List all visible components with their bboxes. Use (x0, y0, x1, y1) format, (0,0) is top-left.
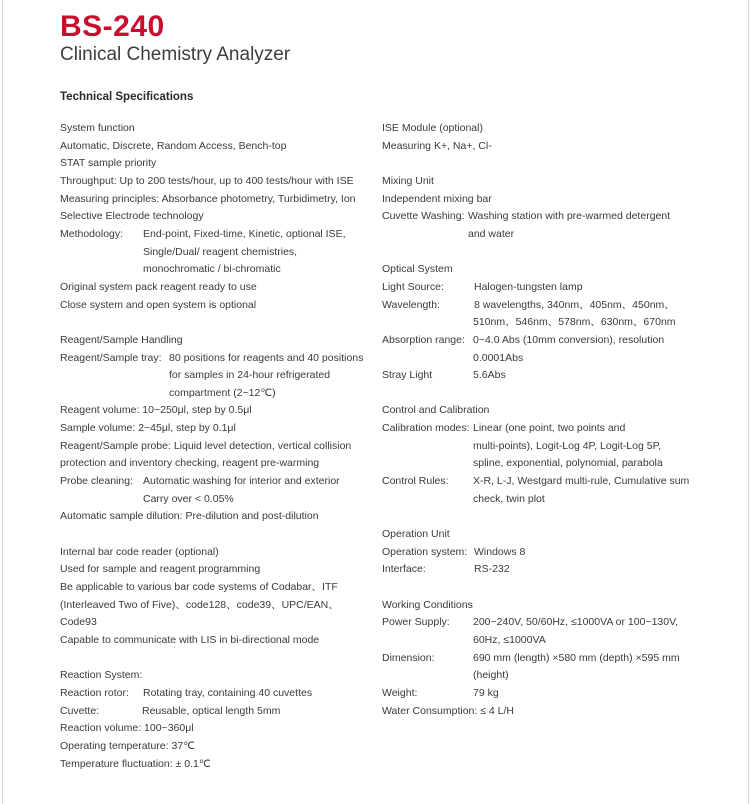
spec-value: spline, exponential, polynomial, parabola (473, 457, 663, 470)
spec-value: for samples in 24-hour refrigerated (169, 369, 331, 382)
spec-control-rules (382, 473, 722, 491)
spec-value: 79 kg (473, 686, 499, 699)
spec-value: X-R, L-J, Westgard multi-rule, Cumulative sum (473, 475, 690, 488)
section-title-working-conditions: Working Conditions (382, 598, 473, 611)
spec-water-consumption: Water Consumption: ≤ 4 L/H (382, 704, 515, 717)
section-title-ise-module: ISE Module (optional) (382, 122, 483, 134)
spec-value: (height) (473, 669, 509, 682)
product-subtitle: Clinical Chemistry Analyzer (60, 44, 291, 65)
spec-value: Automatic washing for interior and exterior (143, 475, 340, 488)
spec-key: Power Supply: (382, 616, 450, 629)
spec-stray-light (382, 367, 722, 385)
spec-probe-cleaning-cont (60, 491, 370, 509)
spec-line: Code93 (60, 616, 97, 629)
spec-sample-volume: Sample volume: 2~45μl, step by 0.1μl (60, 422, 236, 435)
spec-reaction-volume: Reaction volume: 100~360μl (60, 722, 194, 735)
spec-value: RS-232 (474, 563, 510, 576)
spec-line: Original system pack reagent ready to use (60, 280, 257, 293)
spec-cuvette-washing (382, 208, 722, 226)
spec-value: Reusable, optical length 5mm (142, 704, 281, 717)
section-title-system-function: System function (60, 122, 135, 134)
spec-value: 200~240V, 50/60Hz, ≤1000VA or 100~130V, (473, 616, 679, 629)
spec-value: multi-points), Logit-Log 4P, Logit-Log 5P, (473, 439, 662, 452)
page-border-left (2, 0, 3, 804)
section-title-bar-code-reader: Internal bar code reader (optional) (60, 545, 219, 558)
spec-key: Weight: (382, 686, 418, 699)
spec-value: 690 mm (length) ×580 mm (depth) ×595 mm (473, 651, 680, 664)
spec-key: Reaction rotor: (60, 686, 129, 699)
spec-value: 80 positions for reagents and 40 positions (169, 351, 364, 364)
spec-wavelength (382, 297, 722, 315)
spec-wavelength-cont (382, 314, 722, 332)
spec-key: Absorption range: (382, 333, 465, 346)
spec-cuvette-washing-cont (382, 226, 722, 244)
spec-key: Calibration modes: (382, 422, 470, 435)
spec-control-rules-cont (382, 491, 722, 509)
spec-value: Windows 8 (474, 545, 526, 558)
spec-probe-cleaning (60, 473, 370, 491)
spec-value: Linear (one point, two points and (473, 422, 626, 435)
model-title: BS-240 (60, 10, 165, 43)
spec-automatic-dilution: Automatic sample dilution: Pre-dilution and post-dilution (60, 510, 319, 523)
spec-value: and water (468, 227, 515, 240)
spec-reagent-sample-probe: Reagent/Sample probe: Liquid level detection, vertical collision (60, 439, 352, 452)
spec-reagent-sample-tray-cont (60, 367, 370, 385)
spec-line: Be applicable to various bar code systems of Codabar、ITF (60, 581, 338, 594)
spec-interface (382, 561, 722, 579)
spec-key: Cuvette: (60, 704, 100, 717)
spec-power-supply (382, 614, 722, 632)
section-title-mixing-unit: Mixing Unit (382, 174, 434, 187)
spec-line: Measuring K+, Na+, Cl- (382, 139, 492, 152)
spec-value: Single/Dual/ reagent chemistries, (143, 245, 298, 258)
spec-line: Close system and open system is optional (60, 298, 257, 311)
spec-cuvette (60, 703, 370, 721)
spec-line: STAT sample priority (60, 157, 157, 170)
spec-value: monochromatic / bi-chromatic (143, 263, 281, 276)
spec-light-source (382, 279, 722, 297)
spec-key: Probe cleaning: (60, 475, 133, 488)
left-column (60, 120, 370, 773)
spec-key: Methodology: (60, 227, 124, 240)
spec-methodology (60, 226, 370, 244)
spec-operation-system (382, 544, 722, 562)
spec-absorption-range-cont (382, 350, 722, 368)
spec-reaction-rotor (60, 685, 370, 703)
spec-value: 5.6Abs (473, 369, 506, 382)
spec-value: check, twin plot (473, 492, 545, 505)
spec-value: Halogen-tungsten lamp (474, 280, 583, 293)
spec-calibration-modes (382, 420, 722, 438)
spec-temperature-fluctuation: Temperature fluctuation: ± 0.1℃ (60, 757, 211, 770)
spec-key: Cuvette Washing: (382, 210, 465, 223)
spec-calibration-modes-cont (382, 438, 722, 456)
spec-absorption-range (382, 332, 722, 350)
page-border-right (748, 0, 749, 804)
spec-key: Stray Light (382, 369, 433, 382)
spec-methodology-cont (60, 261, 370, 279)
spec-power-supply-cont (382, 632, 722, 650)
spec-value: Washing station with pre-warmed detergent (468, 210, 671, 223)
spec-weight (382, 685, 722, 703)
spec-key: Light Source: (382, 280, 444, 293)
specifications-heading: Technical Specifications (60, 91, 194, 103)
spec-key: Dimension: (382, 651, 435, 664)
section-title-operation-unit: Operation Unit (382, 528, 450, 541)
spec-value: Carry over < 0.05% (143, 492, 234, 505)
spec-line: Independent mixing bar (382, 192, 492, 205)
section-title-reagent-sample-handling: Reagent/Sample Handling (60, 333, 183, 346)
spec-dimension (382, 650, 722, 668)
spec-reagent-sample-tray (60, 350, 370, 368)
spec-key: Control Rules: (382, 475, 449, 488)
spec-value: End-point, Fixed-time, Kinetic, optional ISE, (143, 227, 346, 240)
section-title-control-calibration: Control and Calibration (382, 404, 490, 417)
section-title-reaction-system: Reaction System: (60, 669, 143, 682)
spec-value: compartment (2~12℃) (169, 386, 276, 399)
spec-line: Capable to communicate with LIS in bi-directional mode (60, 634, 320, 646)
spec-key: Wavelength: (382, 298, 440, 311)
spec-line: (Interleaved Two of Five)、code128、code39、UPC/EAN、 (60, 598, 339, 611)
spec-measuring-principles-cont: Selective Electrode technology (60, 210, 204, 223)
spec-key: Operation system: (382, 545, 468, 558)
spec-line: Automatic, Discrete, Random Access, Bench-top (60, 139, 287, 152)
spec-value: 0.0001Abs (473, 351, 524, 364)
spec-reagent-sample-tray-cont (60, 385, 370, 403)
spec-key: Interface: (382, 563, 426, 576)
spec-value: 0~4.0 Abs (10mm conversion), resolution (473, 333, 665, 346)
spec-dimension-cont (382, 667, 722, 685)
spec-key: Reagent/Sample tray: (60, 351, 162, 364)
spec-operating-temperature: Operating temperature: 37℃ (60, 739, 195, 752)
spec-reagent-sample-probe-cont: protection and inventory checking, reagent pre-warming (60, 457, 320, 470)
spec-value: 60Hz, ≤1000VA (473, 633, 546, 646)
spec-line: Used for sample and reagent programming (60, 563, 261, 576)
spec-reagent-volume: Reagent volume: 10~250μl, step by 0.5μl (60, 404, 252, 417)
spec-value: 510nm、546nm、578nm、630nm、670nm (473, 316, 676, 329)
spec-methodology-cont (60, 244, 370, 262)
right-column (382, 120, 722, 720)
spec-measuring-principles: Measuring principles: Absorbance photometry, Turbidimetry, Ion (60, 192, 356, 205)
section-title-optical-system: Optical System (382, 263, 453, 276)
spec-throughput: Throughput: Up to 200 tests/hour, up to 400 tests/hour with ISE (60, 174, 354, 187)
spec-calibration-modes-cont (382, 455, 722, 473)
spec-value: 8 wavelengths, 340nm、405nm、450nm、 (474, 298, 675, 311)
spec-value: Rotating tray, containing 40 cuvettes (143, 686, 313, 699)
